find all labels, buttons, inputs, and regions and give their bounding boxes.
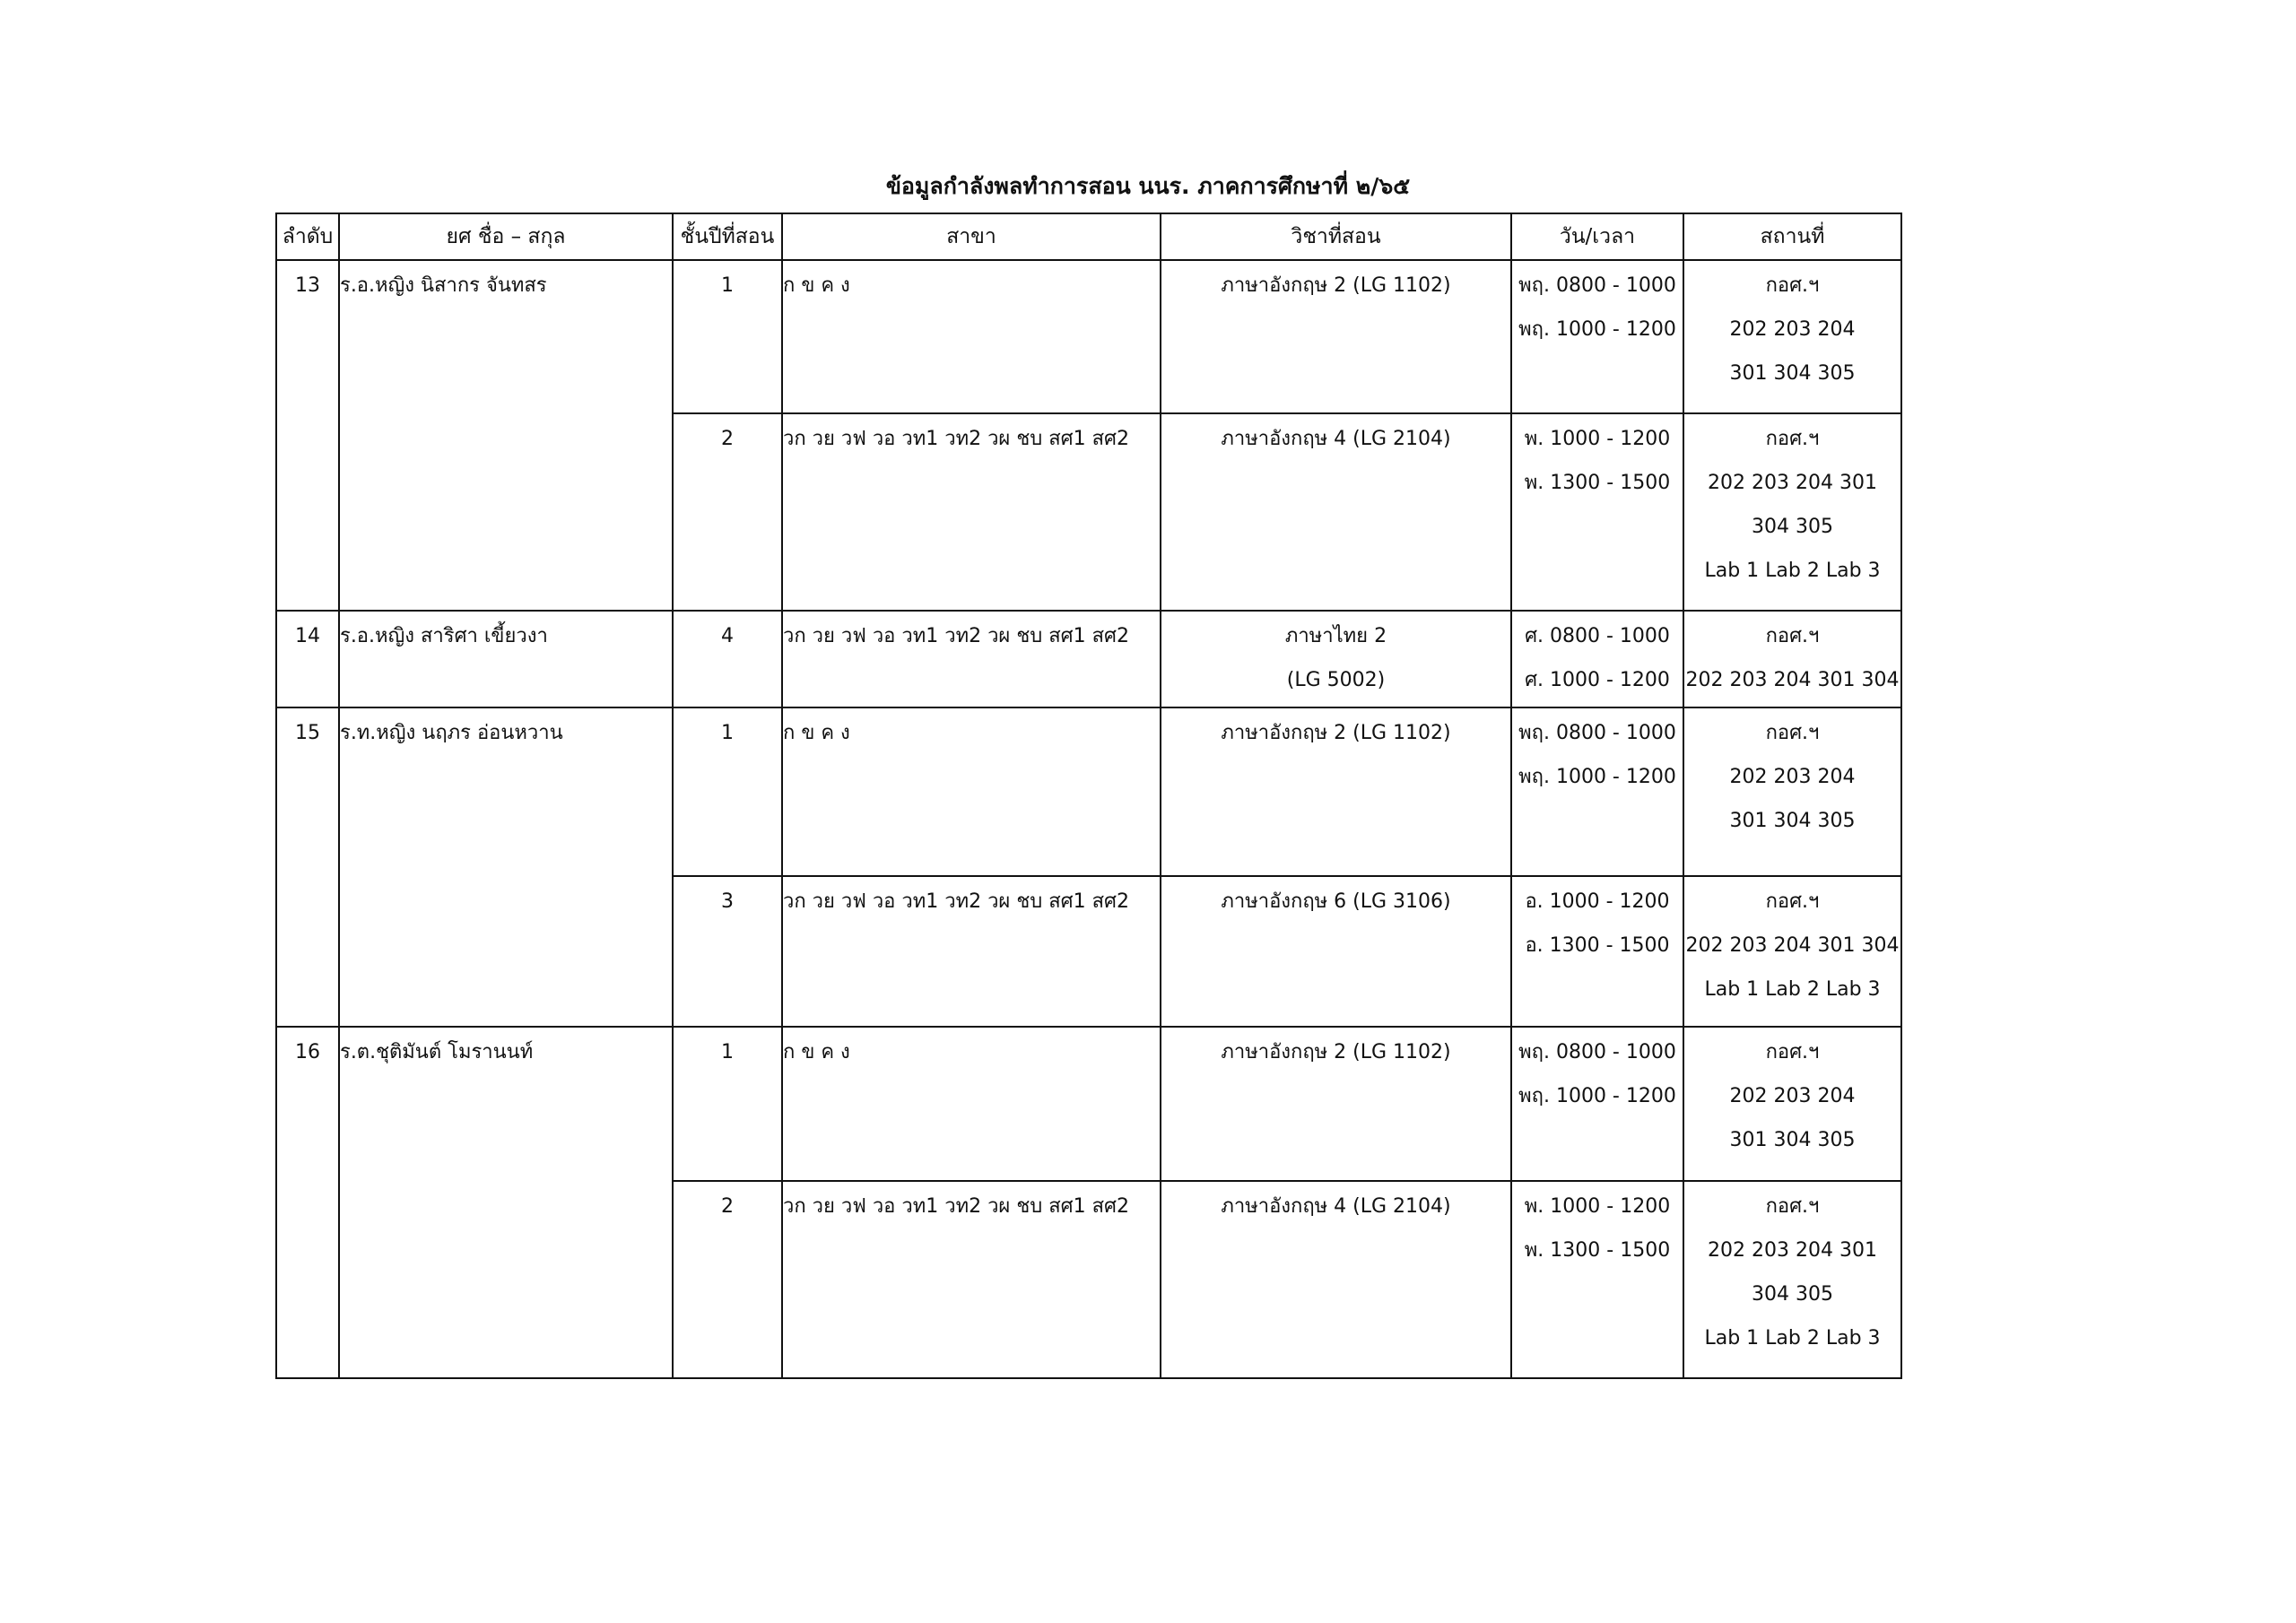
place-cell-line: กอศ.ฯ: [1765, 722, 1820, 744]
place-cell-line: Lab 1 Lab 2 Lab 3: [1704, 978, 1881, 1001]
order-cell: [276, 260, 339, 611]
year-cell-line: 4: [721, 625, 734, 647]
table-row: [276, 1027, 1901, 1181]
time-cell: [1511, 707, 1683, 876]
header-year: ชั้นปีที่สอน: [673, 213, 782, 260]
year-cell-line: 1: [721, 722, 734, 744]
place-cell: [1683, 1181, 1901, 1378]
subject-cell-line: ภาษาอังกฤษ 6 (LG 3106): [1221, 890, 1451, 913]
order-cell: [276, 611, 339, 707]
place-cell-line: 202 203 204 301: [1708, 1239, 1877, 1262]
year-cell: [673, 1027, 782, 1181]
branch-cell: [782, 876, 1161, 1027]
place-cell-line: กอศ.ฯ: [1765, 890, 1820, 913]
name-cell: [339, 1027, 673, 1378]
table-header-row: [276, 213, 1901, 260]
order-cell-line: 14: [295, 625, 320, 647]
order-cell: [276, 707, 339, 1027]
place-cell-line: 202 203 204: [1729, 318, 1856, 341]
subject-cell: [1161, 1181, 1511, 1378]
branch-cell-line: วก วย วฟ วอ วท1 วท2 วผ ชบ สศ1 สศ2: [783, 428, 1129, 450]
time-cell: [1511, 876, 1683, 1027]
time-cell: [1511, 611, 1683, 707]
branch-cell-line: วก วย วฟ วอ วท1 วท2 วผ ชบ สศ1 สศ2: [783, 1195, 1129, 1218]
header-place: สถานที่: [1683, 213, 1901, 260]
place-cell-line: กอศ.ฯ: [1765, 1195, 1820, 1218]
page-title: ข้อมูลกำลังพลทำการสอน นนร. ภาคการศึกษาที่ ๒/๖๕: [885, 173, 1411, 199]
year-cell: [673, 1181, 782, 1378]
place-cell-line: Lab 1 Lab 2 Lab 3: [1704, 560, 1881, 582]
place-cell-line: 202 203 204: [1729, 1085, 1856, 1107]
time-cell-line: พฤ. 1000 - 1200: [1518, 766, 1676, 788]
header-day-time: วัน/เวลา: [1511, 213, 1683, 260]
time-cell: [1511, 1181, 1683, 1378]
year-cell: [673, 611, 782, 707]
branch-cell: [782, 260, 1161, 413]
branch-cell-line: ก ข ค ง: [783, 722, 850, 744]
name-cell: [339, 611, 673, 707]
place-cell-line: 304 305: [1752, 1283, 1833, 1306]
time-cell-line: อ. 1300 - 1500: [1525, 934, 1670, 957]
place-cell-line: 301 304 305: [1729, 362, 1856, 385]
name-cell-line: ร.อ.หญิง นิสากร จันทสร: [340, 274, 547, 297]
place-cell-line: 304 305: [1752, 516, 1833, 538]
time-cell-line: พ. 1300 - 1500: [1524, 1239, 1671, 1262]
subject-cell: [1161, 413, 1511, 611]
branch-cell-line: ก ข ค ง: [783, 274, 850, 297]
time-cell-line: พฤ. 1000 - 1200: [1518, 318, 1676, 341]
place-cell-line: กอศ.ฯ: [1765, 1041, 1820, 1063]
table-row: [276, 611, 1901, 707]
header-order: ลำดับ: [276, 213, 339, 260]
table-row: [276, 707, 1901, 876]
time-cell: [1511, 1027, 1683, 1181]
place-cell-line: 301 304 305: [1729, 1129, 1856, 1151]
year-cell: [673, 876, 782, 1027]
place-cell-line: 202 203 204: [1729, 766, 1856, 788]
name-cell-line: ร.อ.หญิง สาริศา เขี้ยวงา: [340, 625, 548, 647]
time-cell: [1511, 260, 1683, 413]
branch-cell-line: วก วย วฟ วอ วท1 วท2 วผ ชบ สศ1 สศ2: [783, 625, 1129, 647]
place-cell-line: กอศ.ฯ: [1765, 274, 1820, 297]
subject-cell: [1161, 707, 1511, 876]
year-cell-line: 1: [721, 274, 734, 297]
branch-cell: [782, 413, 1161, 611]
branch-cell-line: ก ข ค ง: [783, 1041, 850, 1063]
name-cell: [339, 707, 673, 1027]
time-cell-line: พ. 1000 - 1200: [1524, 1195, 1671, 1218]
subject-cell-line: ภาษาอังกฤษ 2 (LG 1102): [1221, 722, 1451, 744]
time-cell-line: อ. 1000 - 1200: [1525, 890, 1670, 913]
time-cell: [1511, 413, 1683, 611]
place-cell-line: Lab 1 Lab 2 Lab 3: [1704, 1327, 1881, 1350]
time-cell-line: พฤ. 0800 - 1000: [1518, 722, 1676, 744]
place-cell-line: กอศ.ฯ: [1765, 625, 1820, 647]
place-cell-line: 202 203 204 301: [1708, 472, 1877, 494]
subject-cell: [1161, 260, 1511, 413]
year-cell: [673, 707, 782, 876]
place-cell: [1683, 413, 1901, 611]
teaching-schedule-table: [275, 213, 1902, 1379]
subject-cell: [1161, 876, 1511, 1027]
place-cell: [1683, 1027, 1901, 1181]
time-cell-line: ศ. 1000 - 1200: [1525, 669, 1670, 691]
time-cell-line: พฤ. 1000 - 1200: [1518, 1085, 1676, 1107]
year-cell: [673, 413, 782, 611]
order-cell-line: 13: [295, 274, 320, 297]
year-cell-line: 1: [721, 1041, 734, 1063]
place-cell-line: 202 203 204 301 304: [1685, 669, 1900, 691]
branch-cell: [782, 1181, 1161, 1378]
year-cell-line: 2: [721, 428, 734, 450]
year-cell: [673, 260, 782, 413]
place-cell-line: 301 304 305: [1729, 810, 1856, 832]
subject-cell-line: (LG 5002): [1286, 669, 1386, 691]
subject-cell: [1161, 1027, 1511, 1181]
table-body: [276, 260, 1901, 1378]
time-cell-line: ศ. 0800 - 1000: [1525, 625, 1670, 647]
time-cell-line: พ. 1300 - 1500: [1524, 472, 1671, 494]
subject-cell: [1161, 611, 1511, 707]
header-name: ยศ ชื่อ – สกุล: [339, 213, 673, 260]
year-cell-line: 3: [721, 890, 734, 913]
time-cell-line: พฤ. 0800 - 1000: [1518, 1041, 1676, 1063]
subject-cell-line: ภาษาอังกฤษ 2 (LG 1102): [1221, 1041, 1451, 1063]
branch-cell: [782, 1027, 1161, 1181]
place-cell-line: 202 203 204 301 304: [1685, 934, 1900, 957]
year-cell-line: 2: [721, 1195, 734, 1218]
subject-cell-line: ภาษาอังกฤษ 2 (LG 1102): [1221, 274, 1451, 297]
place-cell: [1683, 611, 1901, 707]
subject-cell-line: ภาษาไทย 2: [1284, 625, 1387, 647]
name-cell-line: ร.ท.หญิง นฤภร อ่อนหวาน: [340, 722, 563, 744]
branch-cell: [782, 611, 1161, 707]
place-cell-line: กอศ.ฯ: [1765, 428, 1820, 450]
subject-cell-line: ภาษาอังกฤษ 4 (LG 2104): [1221, 428, 1451, 450]
branch-cell: [782, 707, 1161, 876]
header-subject: วิชาที่สอน: [1161, 213, 1511, 260]
order-cell-line: 16: [295, 1041, 320, 1063]
order-cell: [276, 1027, 339, 1378]
time-cell-line: พฤ. 0800 - 1000: [1518, 274, 1676, 297]
header-branch: สาขา: [782, 213, 1161, 260]
branch-cell-line: วก วย วฟ วอ วท1 วท2 วผ ชบ สศ1 สศ2: [783, 890, 1129, 913]
name-cell-line: ร.ต.ชุติมันต์ โมรานนท์: [340, 1041, 534, 1063]
subject-cell-line: ภาษาอังกฤษ 4 (LG 2104): [1221, 1195, 1451, 1218]
place-cell: [1683, 260, 1901, 413]
table-row: [276, 260, 1901, 413]
order-cell-line: 15: [295, 722, 320, 744]
name-cell: [339, 260, 673, 611]
place-cell: [1683, 876, 1901, 1027]
time-cell-line: พ. 1000 - 1200: [1524, 428, 1671, 450]
place-cell: [1683, 707, 1901, 876]
